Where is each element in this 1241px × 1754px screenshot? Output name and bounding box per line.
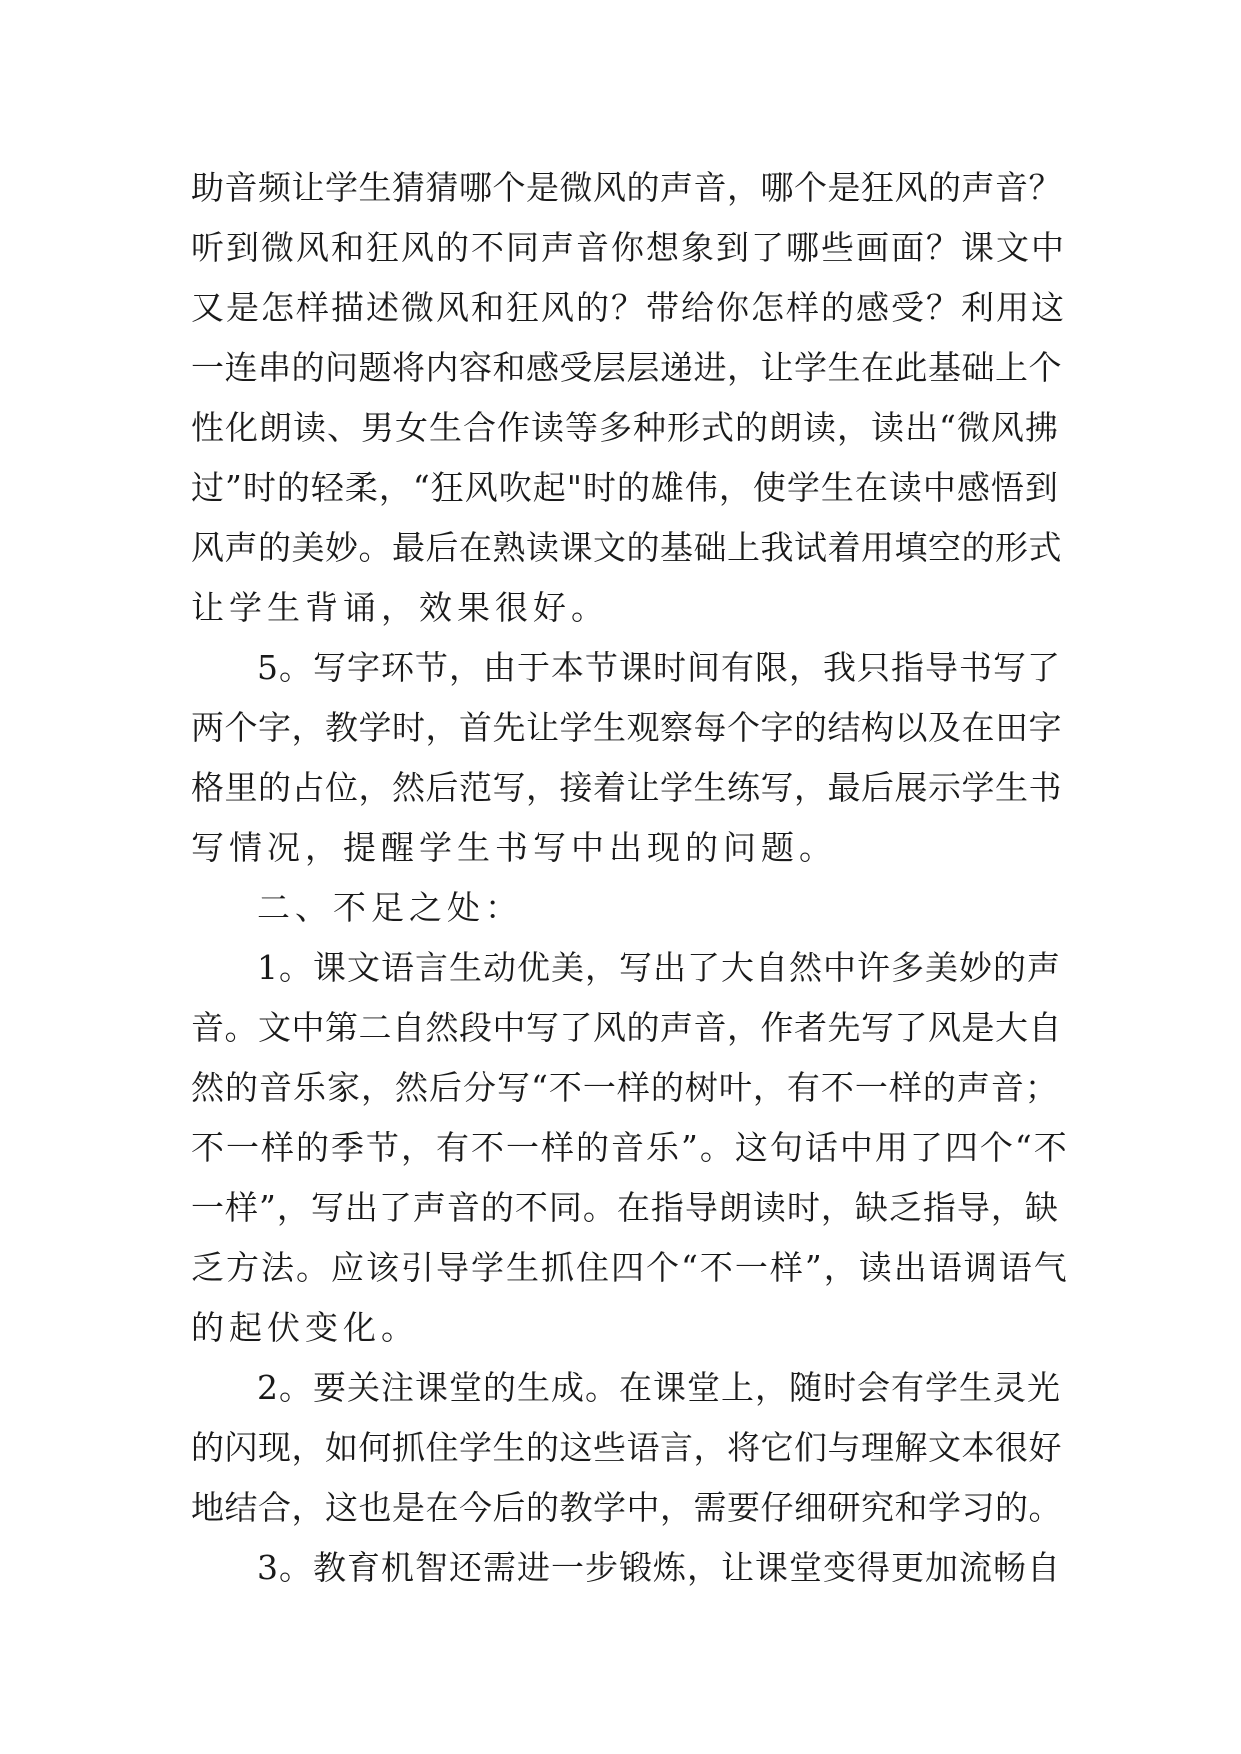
text-line: 又是怎样描述微风和狂风的？带给你怎样的感受？利用这 [191,288,1066,327]
text-line: 一样”，写出了声音的不同。在指导朗读时，缺乏指导，缺 [191,1188,1059,1227]
document-body [191,158,1071,1598]
text-line: 助音频让学生猜猜哪个是微风的声音，哪个是狂风的声音？ [191,168,1062,207]
text-line: 写情况，提醒学生书写中出现的问题。 [191,828,837,867]
text-line: 性化朗读、男女生合作读等多种形式的朗读，读出“微风拂 [191,408,1059,447]
text-line: 过”时的轻柔，“狂风吹起"时的雄伟，使学生在读中感悟到 [191,468,1059,507]
text-line: 格里的占位，然后范写，接着让学生练写，最后展示学生书 [191,768,1062,807]
text-line: 一连串的问题将内容和感受层层递进，让学生在此基础上个 [191,348,1062,387]
text-line: 5。写字环节，由于本节课时间有限，我只指导书写了 [257,648,1061,687]
text-line: 3。教育机智还需进一步锻炼，让课堂变得更加流畅自 [257,1548,1061,1587]
text-line: 让学生背诵，效果很好。 [191,588,609,627]
text-line: 不一样的季节，有不一样的音乐”。这句话中用了四个“不 [191,1128,1069,1167]
text-line: 风声的美妙。最后在熟读课文的基础上我试着用填空的形式 [191,528,1062,567]
text-line: 二、不足之处： [257,888,523,927]
text-line: 听到微风和狂风的不同声音你想象到了哪些画面？课文中 [191,228,1066,267]
text-line: 地结合，这也是在今后的教学中，需要仔细研究和学习的。 [191,1488,1062,1527]
text-line: 的起伏变化。 [191,1308,419,1347]
text-line: 乏方法。应该引导学生抓住四个“不一样”，读出语调语气 [191,1248,1069,1287]
text-line: 两个字，教学时，首先让学生观察每个字的结构以及在田字 [191,708,1062,747]
text-line: 的闪现，如何抓住学生的这些语言，将它们与理解文本很好 [191,1428,1062,1467]
text-line: 2。要关注课堂的生成。在课堂上，随时会有学生灵光 [257,1368,1061,1407]
text-line: 1。课文语言生动优美，写出了大自然中许多美妙的声 [257,948,1061,987]
text-line: 然的音乐家，然后分写“不一样的树叶，有不一样的声音； [191,1068,1059,1107]
text-line: 音。文中第二自然段中写了风的声音，作者先写了风是大自 [191,1008,1062,1047]
